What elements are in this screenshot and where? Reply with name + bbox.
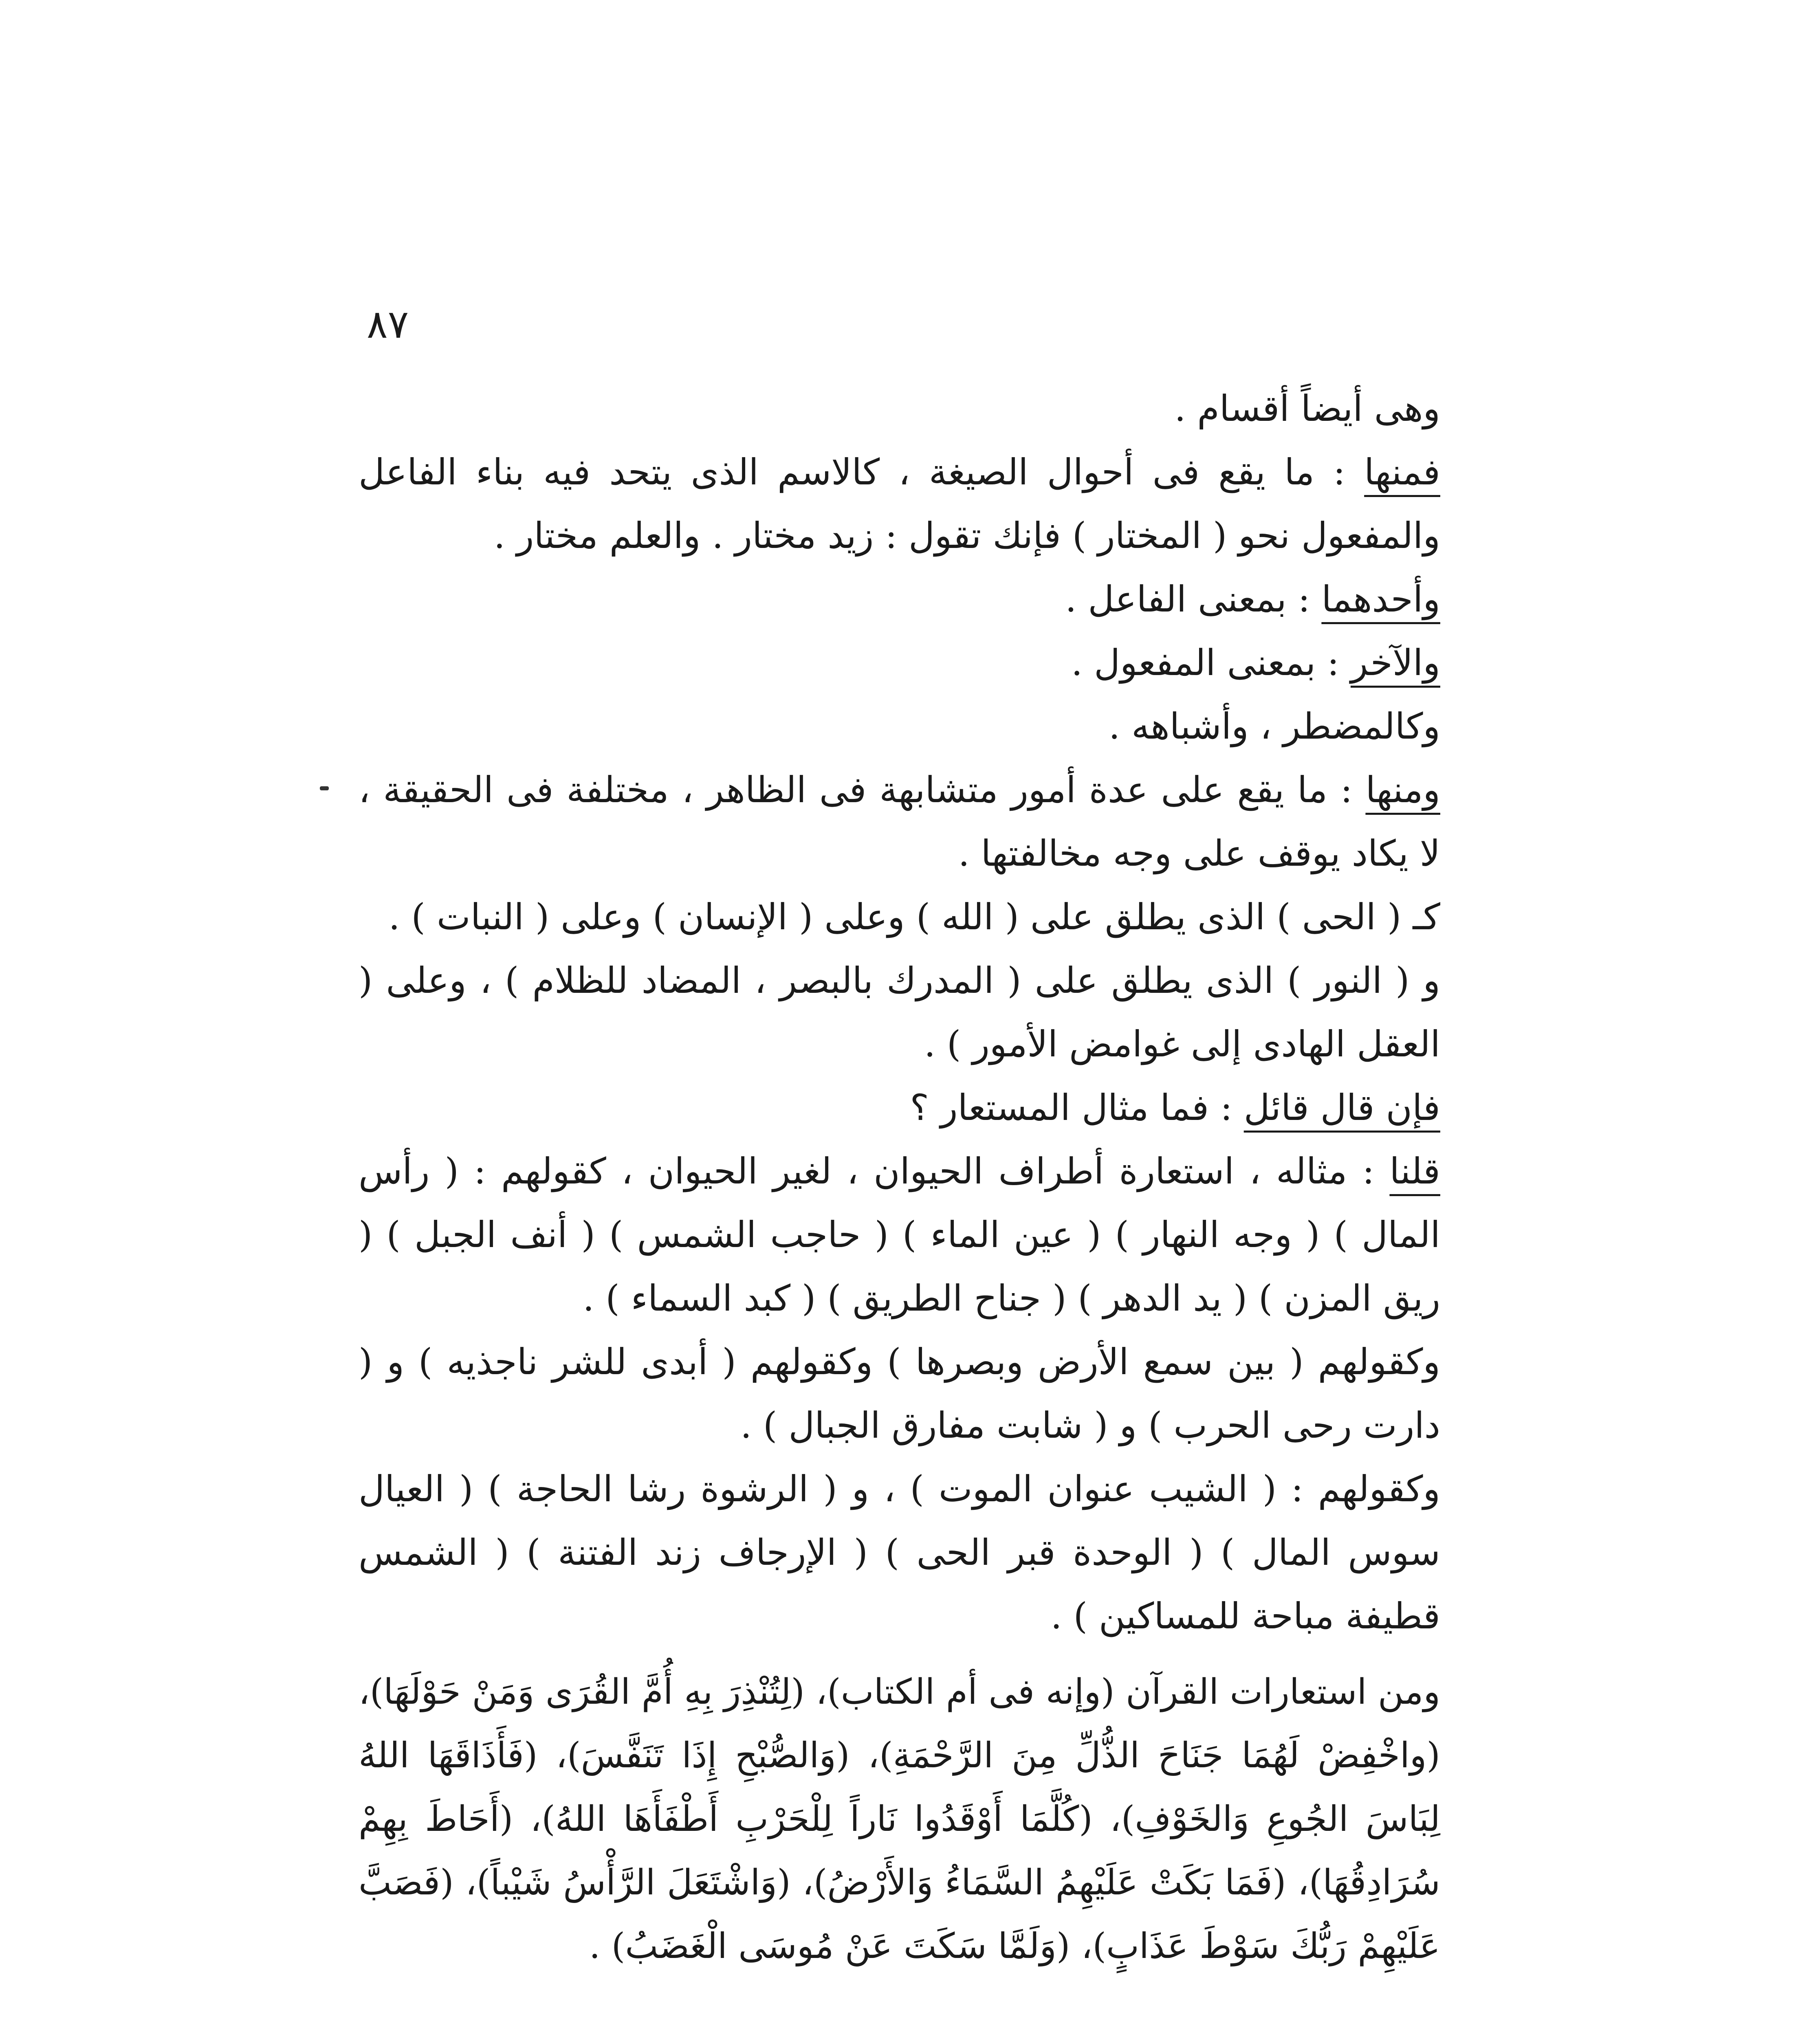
paragraph-second-meaning: [359, 631, 1510, 695]
paragraph-text: : ما يقع على عدة أمور متشابهة فى الظاهر ، مختلفة فى الحقيقة ، لا يكاد يوقف على وجه مخالفتها .: [359, 769, 1440, 874]
paragraph-first-kind: [359, 440, 1510, 568]
paragraph-text: وكالمضطر ، وأشباهه .: [1109, 705, 1440, 747]
paragraph-intro: [359, 377, 1510, 440]
paragraph-text: : بمعنى الفاعل .: [1065, 578, 1322, 620]
paragraph-text: وهى أيضاً أقسام .: [1174, 387, 1440, 429]
paragraph-text: و ( النور ) الذى يطلق على ( المدرك بالبصر ، المضاد للظلام ) ، وعلى ( العقل الهادى إلى غوامض الأمور ) .: [359, 959, 1440, 1065]
paragraph-al-nur: [359, 949, 1510, 1076]
paragraph-sayings-1: [359, 1330, 1510, 1457]
ink-mark: [320, 786, 329, 790]
paragraph-text: : فما مثال المستعار ؟: [910, 1087, 1244, 1128]
paragraph-mudtarr: [359, 695, 1510, 758]
paragraph-text: : ما يقع فى أحوال الصيغة ، كالاسم الذى يتحد فيه بناء الفاعل والمفعول نحو ( المختار ) فإنك تقول : زيد مختار . والعلم مختار .: [359, 451, 1440, 557]
paragraph-text: وكقولهم : ( الشيب عنوان الموت ) ، و ( الرشوة رشا الحاجة ) ( العيال سوس المال ) ( الوحدة قبر الحى ) ( الإرجاف زند الفتنة ) ( الشمس قطيفة مباحة للمساكين ) .: [359, 1468, 1440, 1637]
paragraph-lead: فإن قال قائل: [1243, 1087, 1440, 1128]
body-text: [359, 377, 1510, 1978]
paragraph-text: ومن استعارات القرآن (وإنه فى أم الكتاب)، (لِتُنْذِرَ بِهِ أُمَّ القُرَى وَمَنْ حَوْلَهَا)، (واخْفِضْ لَهُمَا جَنَاحَ الذُّلِّ مِنَ الرَّحْمَةِ)، (وَالصُّبْحِ إِذَا تَنَفَّسَ)، (فَأَذَاقَهَا اللهُ لِبَاسَ الجُوعِ وَالخَوْفِ)، (كُلَّمَا أَوْقَدُوا نَاراً لِلْحَرْبِ أَطْفَأَهَا اللهُ)، (أَحَاطَ بِهِمْ سُرَادِقُهَا)، (فَمَا بَكَتْ عَلَيْهِمُ السَّمَاءُ وَالأَرْضُ)، (وَاشْتَعَلَ الرَّأْسُ شَيْباً)، (فَصَبَّ عَلَيْهِمْ رَبُّكَ سَوْطَ عَذَابٍ)، (وَلَمَّا سَكَتَ عَنْ مُوسَى الْغَضَبُ) .: [359, 1672, 1440, 1967]
paragraph-quran-metaphors: [359, 1660, 1510, 1978]
page-number: ٨٧: [367, 301, 409, 347]
paragraph-text: : بمعنى المفعول .: [1071, 642, 1351, 684]
paragraph-sayings-2: [359, 1457, 1510, 1648]
paragraph-lead: قلنا: [1389, 1150, 1440, 1192]
paragraph-text: : مثاله ، استعارة أطراف الحيوان ، لغير الحيوان ، كقولهم : ( رأس المال ) ( وجه النهار ) ( عين الماء ) ( حاجب الشمس ) ( أنف الجبل ) ( ريق المزن ) ( يد الدهر ) ( جناح الطريق ) ( كبد السماء ) .: [359, 1150, 1440, 1319]
paragraph-first-meaning: [359, 568, 1510, 631]
paragraph-second-kind: [359, 758, 1510, 885]
paragraph-lead: وأحدهما: [1321, 578, 1440, 620]
paragraph-lead: فمنها: [1364, 451, 1440, 493]
paragraph-text: كـ ( الحى ) الذى يطلق على ( الله ) وعلى ( الإنسان ) وعلى ( النبات ) .: [388, 896, 1440, 938]
paragraph-al-hayy: [359, 885, 1510, 949]
paragraph-text: وكقولهم ( بين سمع الأرض وبصرها ) وكقولهم ( أبدى للشر ناجذيه ) و ( دارت رحى الحرب ) و ( شابت مفارق الجبال ) .: [359, 1341, 1440, 1446]
paragraph-question: [359, 1076, 1510, 1139]
paragraph-answer: [359, 1139, 1510, 1330]
paragraph-lead: والآخر: [1350, 642, 1440, 684]
paragraph-lead: ومنها: [1365, 769, 1440, 811]
